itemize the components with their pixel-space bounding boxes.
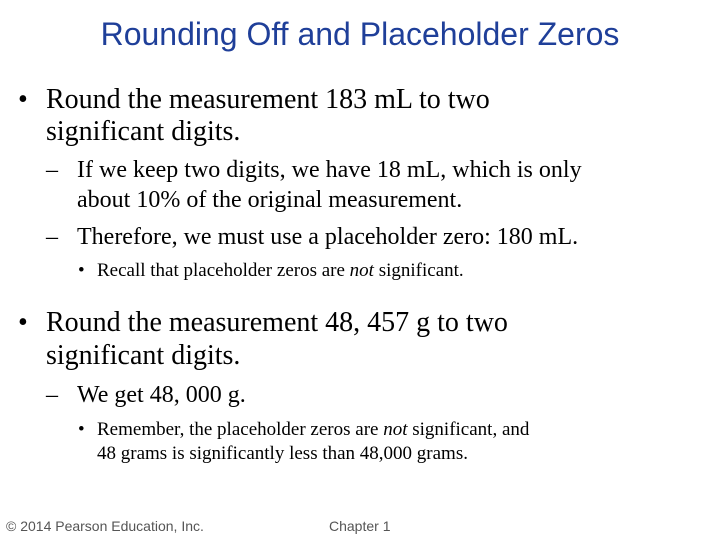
dash-marker: –	[46, 382, 58, 408]
text-segment: Remember, the placeholder zeros are	[97, 419, 384, 440]
bullet-1-2-line-1: Therefore, we must use a placeholder zero: 180 mL.	[77, 224, 579, 250]
text-segment: Recall that placeholder zeros are	[97, 260, 350, 281]
dash-marker: –	[46, 157, 58, 183]
bullet-2-line-2: significant digits.	[46, 340, 241, 371]
bullet-2-1-1-line-1	[97, 418, 529, 442]
bullet-2-1-line-1: We get 48, 000 g.	[77, 382, 246, 408]
bullet-2-line-1: Round the measurement 48, 457 g to two	[46, 307, 508, 338]
bullet-marker: •	[18, 307, 28, 338]
copyright-footer: © 2014 Pearson Education, Inc.	[6, 518, 204, 534]
bullet-1-1-line-1: If we keep two digits, we have 18 mL, which is only	[77, 157, 582, 183]
bullet-marker: •	[78, 260, 85, 281]
bullet-1-2-1-line-1	[97, 259, 464, 283]
emphasis-text: not	[383, 419, 408, 440]
bullet-1-1-line-2: about 10% of the original measurement.	[77, 187, 463, 213]
bullet-marker: •	[18, 84, 28, 115]
emphasis-text: not	[349, 260, 374, 281]
bullet-1-line-2: significant digits.	[46, 116, 241, 147]
bullet-1-line-1: Round the measurement 183 mL to two	[46, 84, 490, 115]
dash-marker: –	[46, 224, 58, 250]
bullet-2-1-1-line-2: 48 grams is significantly less than 48,000 grams.	[97, 443, 468, 464]
text-segment: significant, and	[407, 419, 530, 440]
bullet-marker: •	[78, 419, 85, 440]
chapter-footer: Chapter 1	[329, 518, 391, 534]
slide-title: Rounding Off and Placeholder Zeros	[100, 16, 620, 52]
text-segment: significant.	[373, 260, 464, 281]
